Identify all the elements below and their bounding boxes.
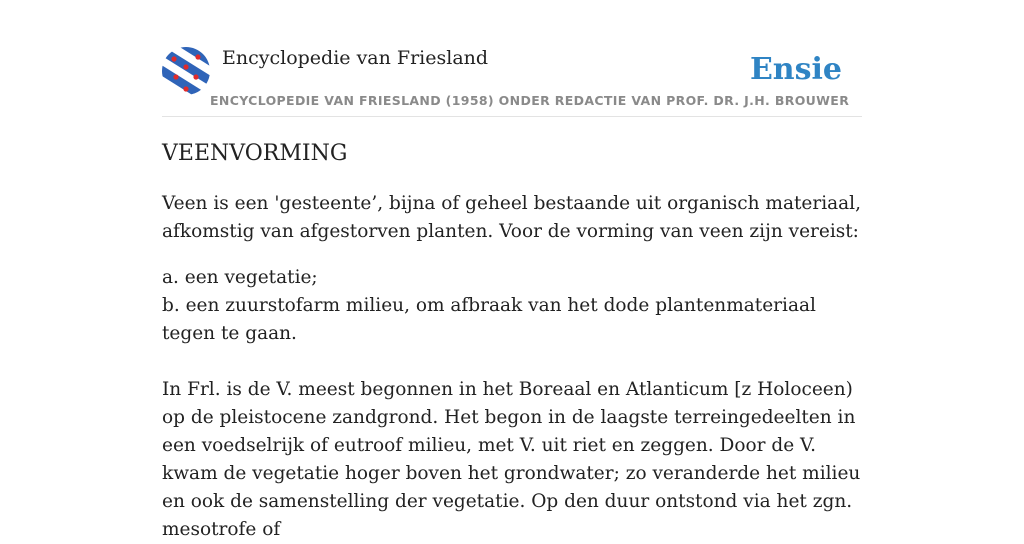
ensie-brand-logo[interactable]: Ensie xyxy=(749,52,842,87)
site-header xyxy=(162,46,862,117)
article-body: a. een vegetatie; b. een zuurstofarm milieu, om afbraak van het dode plantenmateriaal tegen te gaan. In Frl. is de V. meest begonnen in het Boreaal en Atlanticum [z Holoceen) op de pleistocene zandgrond. Het begon in de laagste terreingedeelten in een voedselrijk of eutroof milieu, met V. uit riet en zeggen. Door de V. kwam de vegetatie hoger boven het grondwater; zo veranderde het milieu en ook de samenstelling der vegetatie. Op den duur ontstond via het zgn. mesotrofe of xyxy=(162,267,861,540)
entry-title: VEENVORMING xyxy=(162,141,348,166)
article xyxy=(162,138,862,544)
frisian-flag-icon[interactable] xyxy=(162,47,210,95)
site-title[interactable]: Encyclopedie van Friesland xyxy=(222,47,489,69)
article-intro: Veen is een 'gesteente’, bijna of geheel bestaande uit organisch materiaal, afkomstig van afgestorven planten. Voor de vorming van veen zijn vereist: xyxy=(162,193,861,242)
site-subtitle: ENCYCLOPEDIE VAN FRIESLAND (1958) ONDER REDACTIE VAN PROF. DR. J.H. BROUWER xyxy=(210,93,850,108)
